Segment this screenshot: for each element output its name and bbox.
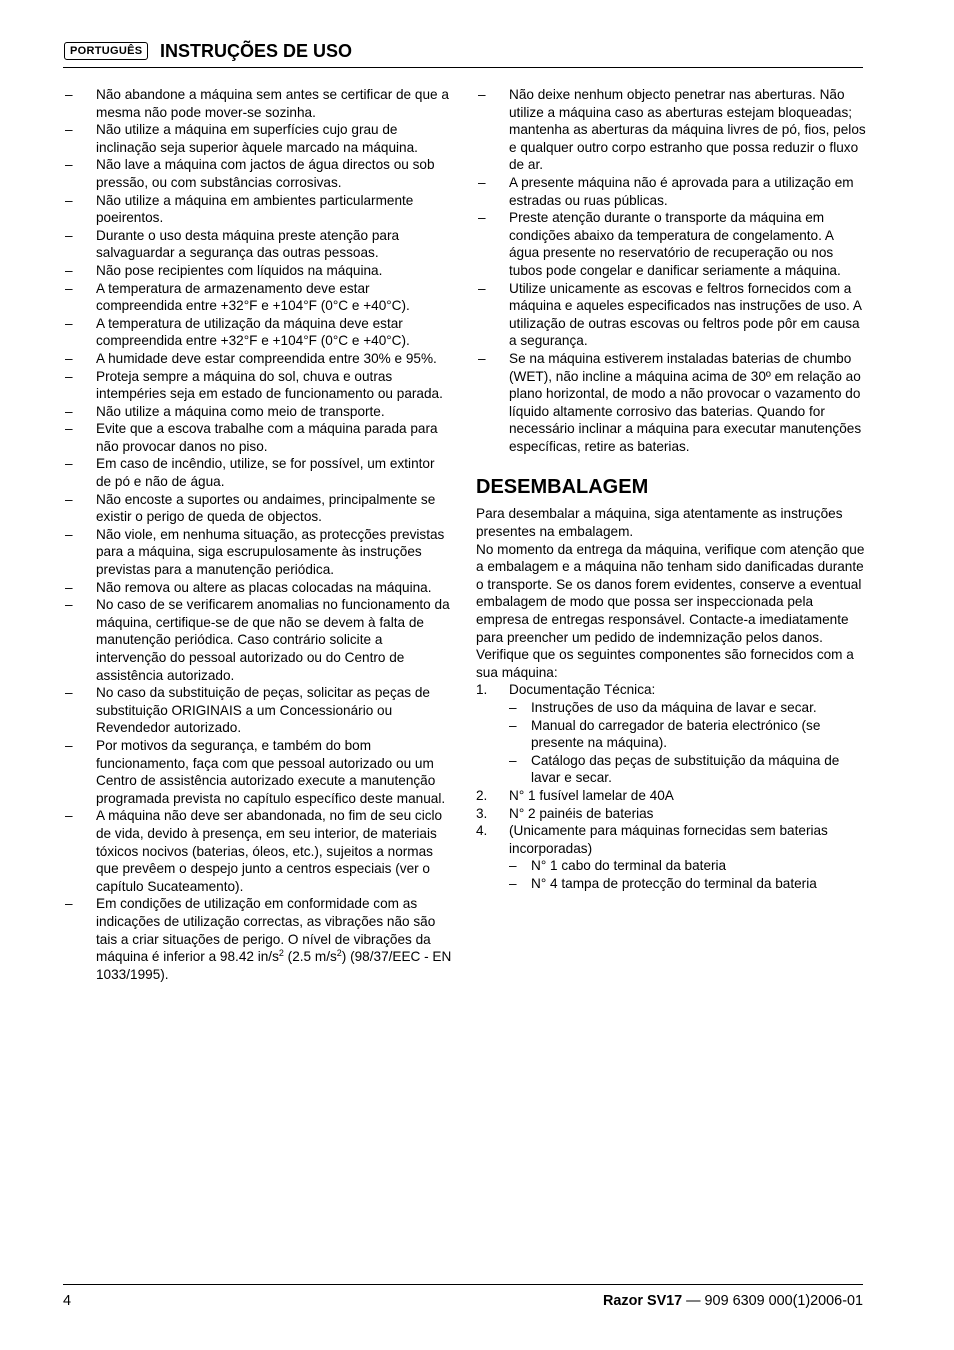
list-item: – A presente máquina não é aprovada para a utilização em estradas ou ruas públicas. [478,174,854,208]
item-number: 3. [476,805,488,821]
numbered-item-3: 3. N° 2 painéis de baterias [476,805,654,821]
list-item: – Não remova ou altere as placas colocadas na máquina. [65,579,432,595]
list-item: – Não utilize a máquina em ambientes particularmente poeirentos. [65,192,414,226]
dash-marker: – [509,858,517,874]
dash-marker: – [65,227,73,243]
numbered-item-4: 4. (Unicamente para máquinas fornecidas sem baterias incorporadas) – N° 1 cabo do terminal da bateria – N° 4 tampa de protecção do terminal da bateria [476,822,866,892]
dash-marker: – [478,210,486,226]
page-footer [63,1284,863,1312]
paragraph: Verifique que os seguintes componentes são fornecidos com a sua máquina: [476,647,854,680]
list-item: – Não abandone a máquina sem antes se certificar de que a mesma não pode mover-se sozinha. [65,87,449,120]
sub-list-item: – Instruções de uso da máquina de lavar e secar. [509,700,817,715]
sub-list-item: – N° 4 tampa de protecção do terminal da bateria [509,875,817,891]
dash-marker: – [65,896,73,912]
paragraph: No momento da entrega da máquina, verifique com atenção que a embalagem e a máquina não tenham sido danificadas durante o transporte. Se os danos forem evidentes, conserve a eventual embalagem de modo que possa ser inspeccionada pela empresa de entregas responsável. Contacte-a imediatamente para preencher um pedido de indemnização pelos danos. [476,541,865,645]
list-item: – A humidade deve estar compreendida entre 30% e 95%. [65,350,437,366]
sub-list-item: – Manual do carregador de bateria electrónico (se presente na máquina). [509,717,821,751]
dash-marker: – [478,87,486,102]
list-item: – Se na máquina estiverem instaladas baterias de chumbo (WET), não incline a máquina acima de 30º em relação ao plano horizontal, de modo a não provocar o vazamento do líquido altamente corrosivo das baterias. Quando for necessário inclinar a máquina para executar manutenções específicas, retire as baterias. [478,350,862,454]
list-item: – Não utilize a máquina como meio de transporte. [65,403,385,419]
dash-marker: – [65,491,73,507]
dash-marker: – [65,526,73,542]
sub-list [509,857,866,892]
page-header [63,38,863,68]
model-name: Razor SV17 [602,1293,683,1309]
dash-marker: – [65,350,73,366]
list-item: – Utilize unicamente as escovas e feltros fornecidos com a máquina e aqueles especificados nas instruções de uso. A utilização de outras escovas ou feltros pode pôr em causa a segurança. [478,280,862,349]
dash-marker: – [509,752,517,768]
dash-marker: – [509,700,517,715]
list-item: – Não utilize a máquina em superfícies cujo grau de inclinação seja superior àquele marcado na máquina. [65,122,418,155]
page-title: INSTRUÇÕES DE USO [160,41,353,61]
list-item: – A máquina não deve ser abandonada, no fim de seu ciclo de vida, devido à presença, em seu interior, de materiais tóxicos nocivos (baterias, óleos, etc.), sujeitos a normas que prevêem o despejo junto a centros especiais (ver o capítulo Sucateamento). [65,808,443,894]
numbered-item-2: 2. N° 1 fusível lamelar de 40A [476,787,674,803]
dash-marker: – [478,350,486,366]
list-item: – Proteja sempre a máquina do sol, chuva e outras intempéries seja em estado de funcionamento ou parada. [65,368,443,402]
list-item: – Em caso de incêndio, utilize, se for possível, um extintor de pó e não de água. [65,456,435,490]
sub-list-item: – N° 1 cabo do terminal da bateria [509,858,727,874]
language-badge: PORTUGUÊS [64,42,148,60]
list-item: – Não encoste a suportes ou andaimes, principalmente se existir o perigo de queda de objectos. [65,491,436,525]
list-item: – Não viole, em nenhuma situação, as protecções previstas para a máquina, siga escrupulosamente às instruções previstas para a manutenção periódica. [65,526,445,578]
dash-marker: – [478,174,486,190]
list-item: – Por motivos da segurança, e também do bom funcionamento, faça com que pessoal autorizado ou um Centro de assistência autorizado execute a manutenção programada prevista no capítulo específico deste manual. [65,737,446,806]
section-title-desembalagem: DESEMBALAGEM [476,476,649,499]
list-item: – A temperatura de utilização da máquina deve estar compreendida entre +32°F e +104°F (0°C e +40°C). [65,315,410,349]
safety-list-right [476,86,866,455]
list-item: – A temperatura de armazenamento deve estar compreendida entre +32°F e +104°F (0°C e +40°C). [65,280,410,314]
dash-marker: – [65,157,73,173]
right-column [476,86,866,893]
list-item: – No caso de se verificarem anomalias no funcionamento da máquina, certifique-se de que não se devem à falta de manutenção periódica. Caso contrário solicite a intervenção do pessoal autorizado ou do Centro de assistência autorizado. [65,597,450,683]
list-item: – Preste atenção durante o transporte da máquina em condições abaixo da temperatura de congelamento. A água presente no reservatório de recuperação ou nos tubos pode congelar e danificar seriamente a máquina. [478,210,841,278]
dash-marker: – [65,421,73,437]
dash-marker: – [65,403,73,419]
paragraph: Para desembalar a máquina, siga atentamente as instruções presentes na embalagem. [476,506,843,540]
left-column [63,86,453,983]
list-item: – No caso da substituição de peças, solicitar as peças de substituição ORIGINAIS a um Concessionário ou Revendedor autorizado. [65,685,430,736]
vibration-list-item: – Em condições de utilização em conformidade com as indicações de utilização correctas, as vibrações não são tais a criar situações de perigo. O nível de vibrações da máquina é inferior a 98.42 $in/s^2$ (2.5 $m/s^2$) (98/37/EEC - EN 1033/1995). [65,896,452,982]
dash-marker: – [65,368,73,384]
dash-marker: – [65,808,73,824]
list-item: – Durante o uso desta máquina preste atenção para salvaguardar a segurança das outras pessoas. [65,227,400,261]
dash-marker: – [65,122,73,138]
dash-marker: – [509,875,517,891]
dash-marker: – [65,597,73,613]
dash-marker: – [65,315,73,331]
dash-marker: – [509,717,517,733]
page-number: 4 [63,1293,72,1309]
dash-marker: – [65,192,73,208]
dash-marker: – [65,737,73,753]
dash-marker: – [65,685,73,701]
safety-list-left [63,86,453,983]
list-item: – Não pose recipientes com líquidos na máquina. [65,262,383,278]
list-item: – Não lave a máquina com jactos de água directos ou sob pressão, ou com substâncias corrosivas. [65,157,435,190]
item-number: 2. [476,787,488,803]
item-number: 4. [476,823,488,839]
dash-marker: – [65,280,73,296]
list-item: – Não deixe nenhum objecto penetrar nas aberturas. Não utilize a máquina caso as aberturas estejam bloqueadas; mantenha as aberturas da máquina livres de pó, fios, pelos e qualquer outro corpo estranho que possa reduzir o fluxo de ar. [478,87,866,173]
document-reference [603,1292,863,1310]
numbered-item-1: 1. Documentação Técnica: – Instruções de uso da máquina de lavar e secar. – Manual do carregador de bateria electrónico (se presente na máquina). – Catálogo das peças de substituição da máquina de lavar e secar. [476,681,866,787]
dash-marker: – [65,87,73,102]
item-number: 1. [476,682,488,698]
dash-marker: – [65,262,73,278]
list-item: – Evite que a escova trabalhe com a máquina parada para não provocar danos no piso. [65,421,438,454]
dash-marker: – [65,579,73,595]
sub-list [509,699,866,787]
dash-marker: – [478,280,486,296]
doc-code: — 909 6309 000(1)2006-01 [682,1293,863,1309]
dash-marker: – [65,456,73,472]
sub-list-item: – Catálogo das peças de substituição da máquina de lavar e secar. [509,752,840,786]
